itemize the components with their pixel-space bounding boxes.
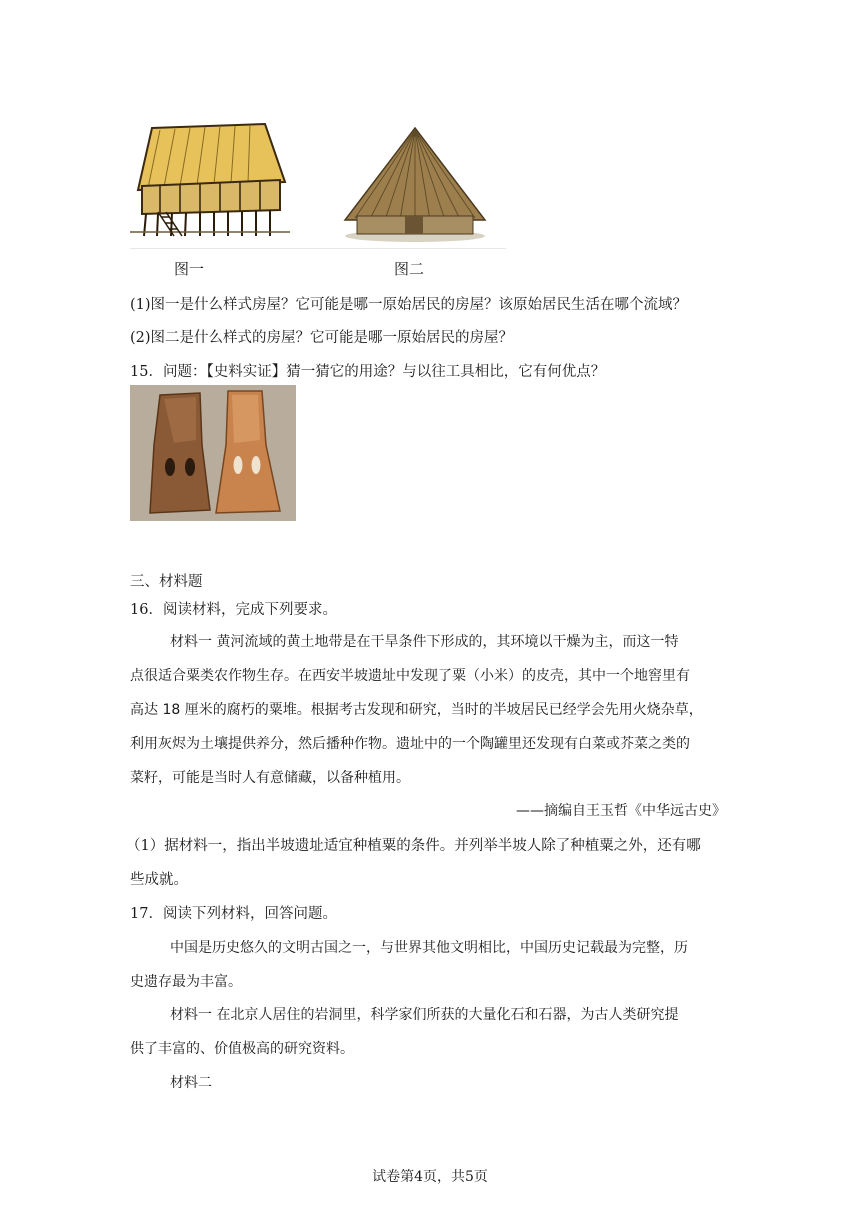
q17-material2-label: 材料二 <box>170 1075 212 1091</box>
q16-material-line-4: 利用灰烬为土壤提供养分，然后播种作物。遗址中的一个陶罐里还发现有白菜或芥菜之类的 <box>130 736 690 752</box>
q16-sub-question-1-line-2: 些成就。 <box>130 872 188 888</box>
q16-material-line-3: 高达 18 厘米的腐朽的粟堆。根据考古发现和研究，当时的半坡居民已经学会先用火烧杂草， <box>130 702 703 718</box>
figure-caption-1: 图一 <box>174 260 205 278</box>
q16-stem: 16．阅读材料，完成下列要求。 <box>130 602 337 618</box>
stilt-house-illustration <box>130 120 290 240</box>
q16-material-line-2: 点很适合粟类农作物生存。在西安半坡遗址中发现了粟（小米）的皮壳，其中一个地窖里有 <box>130 668 690 684</box>
q14-sub-question-1: (1)图一是什么样式房屋？它可能是哪一原始居民的房屋？该原始居民生活在哪个流域？ <box>130 297 688 313</box>
round-thatched-hut-illustration <box>335 124 495 244</box>
q16-material-line-5: 菜籽，可能是当时人有意储藏，以备种植用。 <box>130 770 410 786</box>
page-footer: 试卷第4页，共5页 <box>372 1169 488 1185</box>
q17-material1-line-2: 供了丰富的、价值极高的研究资料。 <box>130 1041 354 1057</box>
q17-intro-line-2: 史遗存最为丰富。 <box>130 974 242 990</box>
q17-intro-line-1: 中国是历史悠久的文明古国之一，与世界其他文明相比，中国历史记载最为完整，历 <box>170 940 688 956</box>
q16-sub-question-1-line-1: （1）据材料一，指出半坡遗址适宜种植粟的条件。并列举半坡人除了种植粟之外，还有哪 <box>126 838 701 854</box>
q15-stem: 15．问题：【史料实证】猜一猜它的用途？与以往工具相比，它有何优点？ <box>130 364 606 380</box>
figure-caption-2: 图二 <box>394 260 425 278</box>
section-3-title: 三、材料题 <box>130 574 203 590</box>
q17-stem: 17．阅读下列材料，回答问题。 <box>130 906 337 922</box>
q14-sub-question-2: (2)图二是什么样式的房屋？它可能是哪一原始居民的房屋？ <box>130 330 514 346</box>
q17-material1-line-1: 材料一 在北京人居住的岩洞里，科学家们所获的大量化石和石器，为古人类研究提 <box>170 1007 679 1023</box>
figure-divider <box>130 248 506 249</box>
q16-source: ——摘编自王玉哲《中华远古史》 <box>516 803 726 819</box>
q16-material-line-1: 材料一 黄河流域的黄土地带是在干旱条件下形成的，其环境以干燥为主，而这一特 <box>170 634 679 650</box>
bone-spade-photo <box>130 385 296 521</box>
